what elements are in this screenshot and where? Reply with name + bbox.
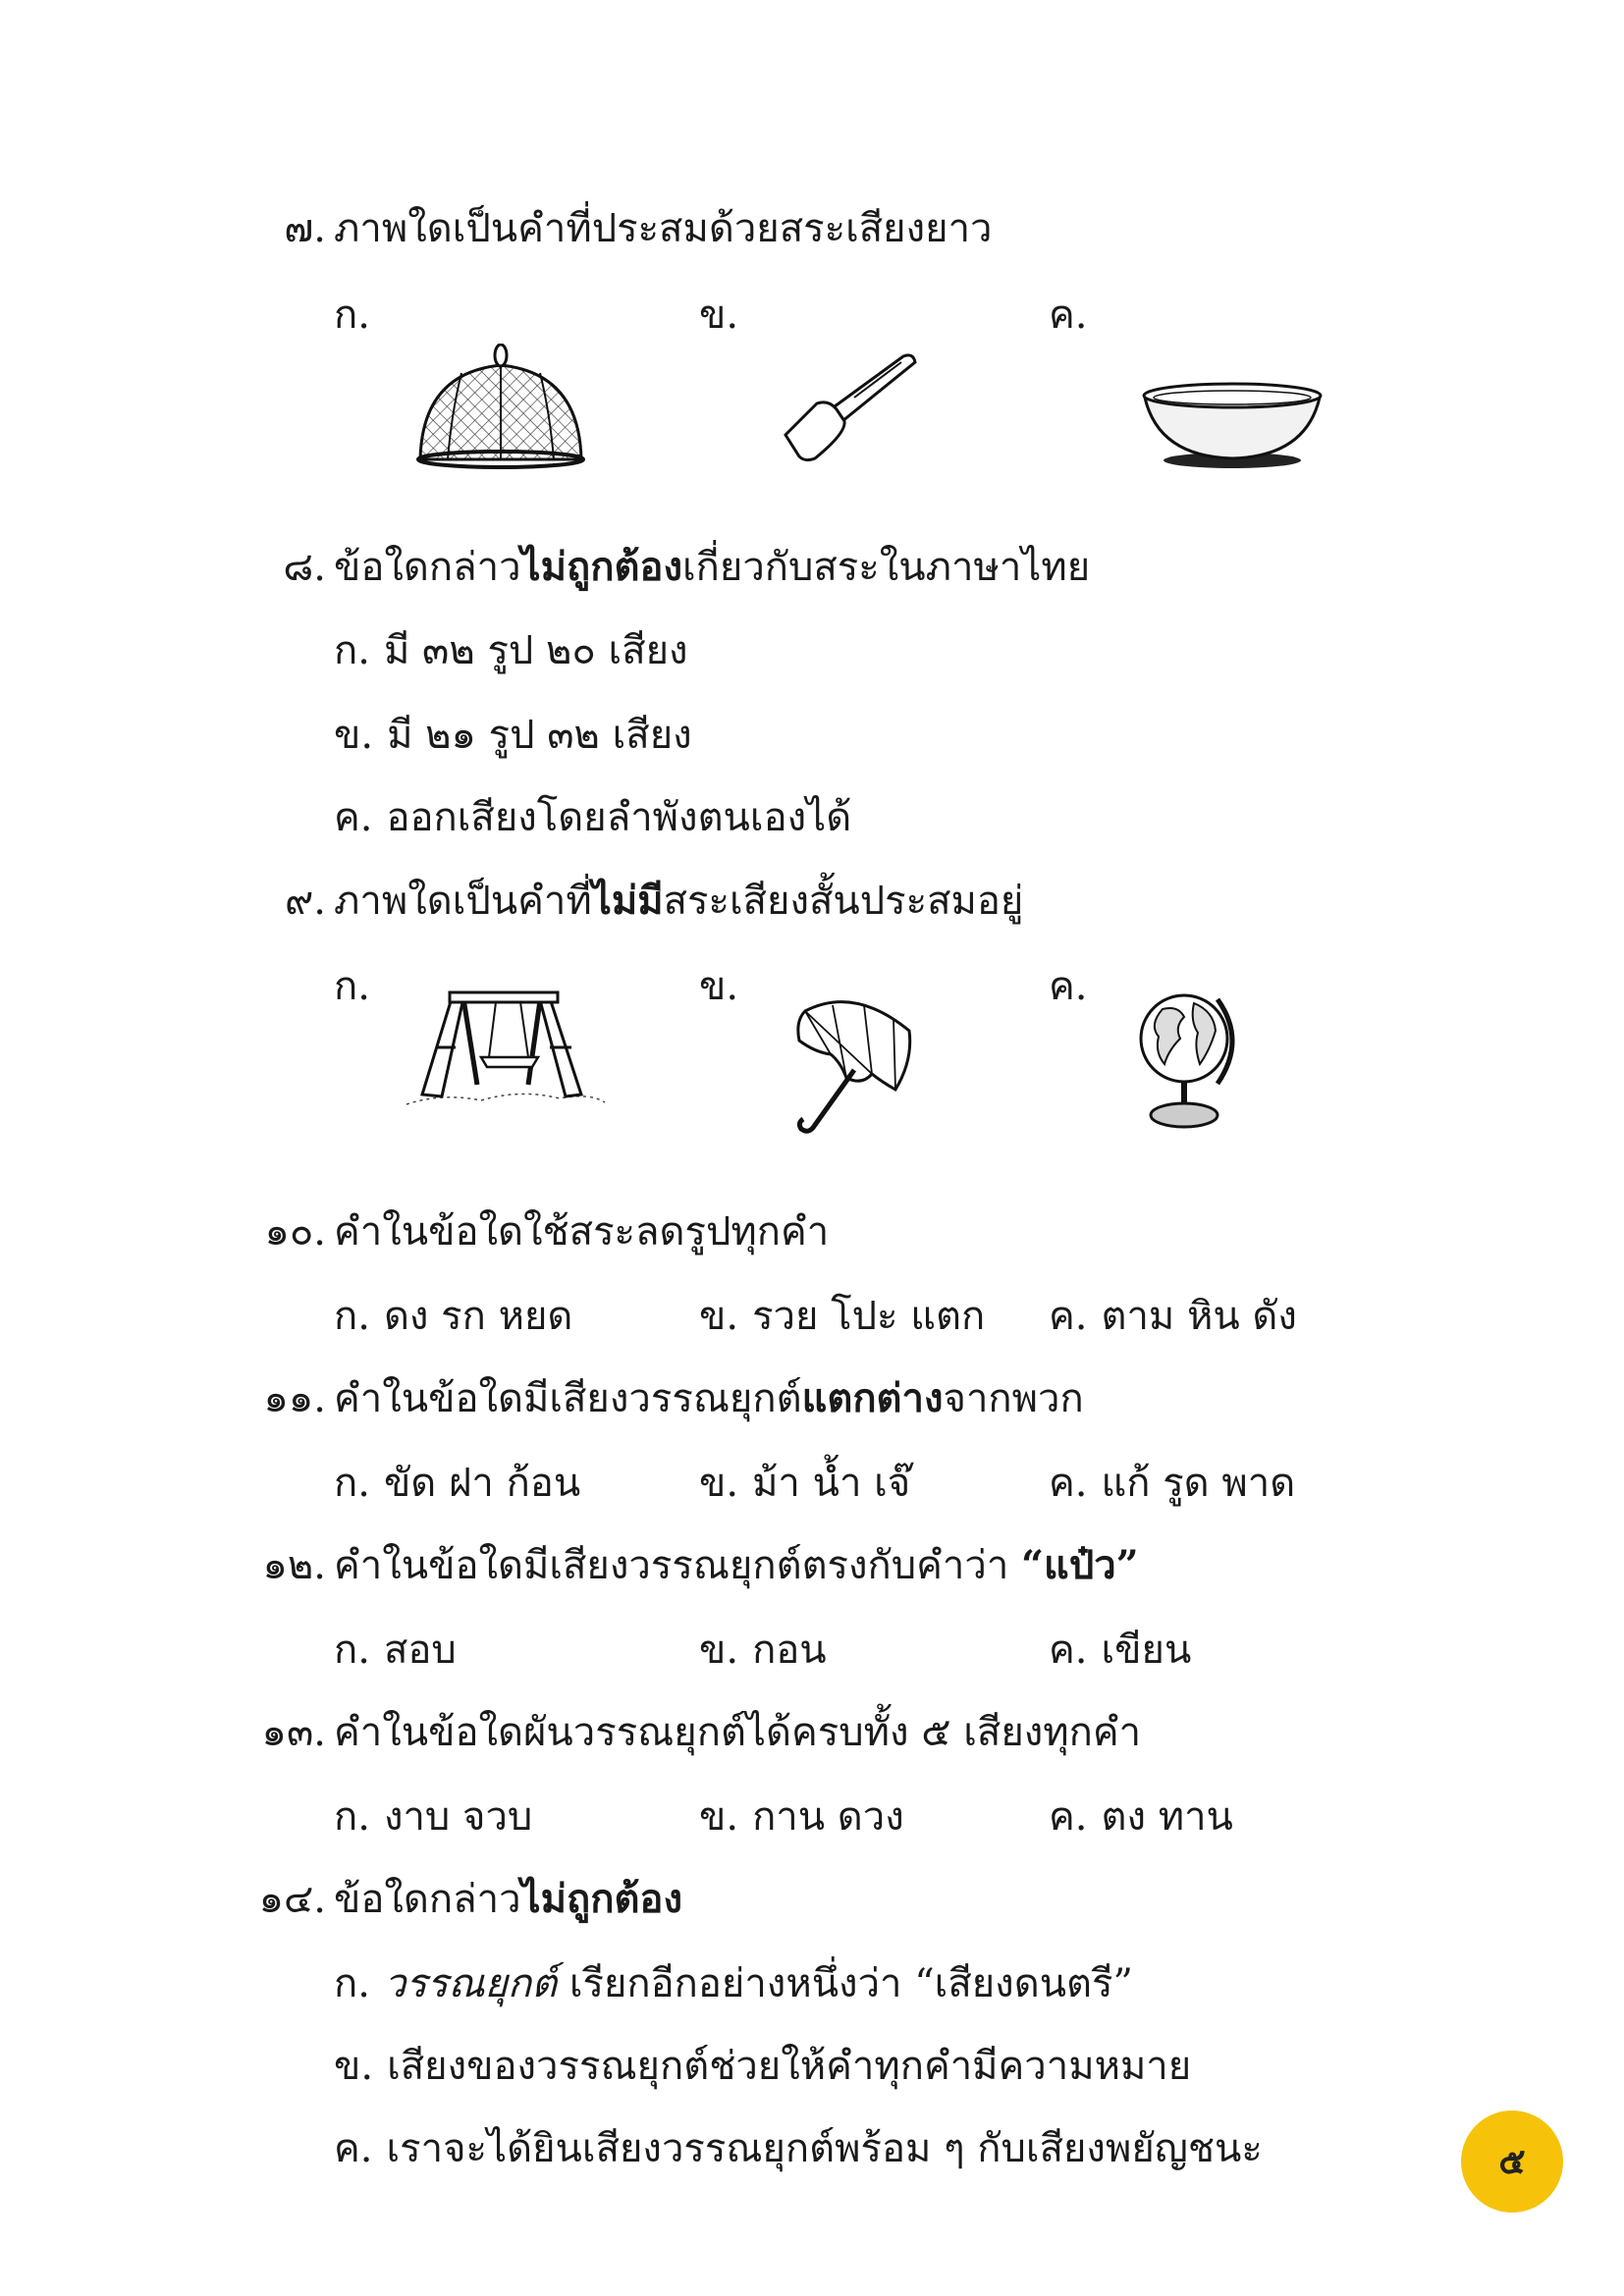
spatula-icon xyxy=(776,348,923,466)
question-text: ข้อใดกล่าวไม่ถูกต้องเกี่ยวกับสระในภาษาไทย xyxy=(334,544,1091,590)
option-a-label: ก. xyxy=(334,964,370,1009)
question-number: ๘. xyxy=(283,545,326,590)
question-number: ๑๒. xyxy=(262,1543,326,1588)
question-text: ข้อใดกล่าวไม่ถูกต้อง xyxy=(334,1876,682,1922)
question-text: ภาพใดเป็นคำที่ประสมด้วยสระเสียงยาว xyxy=(334,206,993,251)
option-b: ข. ม้า น้ำ เจ๊ xyxy=(699,1461,911,1506)
option-c-label: ค. xyxy=(1049,964,1088,1009)
option-c-label: ค. xyxy=(1049,293,1088,338)
option-b: ข. มี ๒๑ รูป ๓๒ เสียง xyxy=(334,713,692,758)
swing-icon xyxy=(403,987,609,1114)
question-number: ๑๔. xyxy=(258,1877,326,1922)
umbrella-icon xyxy=(785,991,923,1139)
question-number: ๗. xyxy=(284,206,326,251)
option-b-label: ข. xyxy=(699,293,739,338)
option-c: ค. ตาม หิน ดัง xyxy=(1049,1294,1297,1339)
option-a: ก. มี ๓๒ รูป ๒๐ เสียง xyxy=(334,628,688,673)
question-number: ๑๑. xyxy=(263,1376,326,1421)
option-a: ก. ขัด ฝา ก้อน xyxy=(334,1461,581,1506)
option-a: ก. ดง รก หยด xyxy=(334,1294,573,1339)
option-b: ข. รวย โปะ แตก xyxy=(699,1294,986,1339)
option-b: ข. กอน xyxy=(699,1628,827,1673)
option-a: ก. สอบ xyxy=(334,1628,457,1673)
globe-icon xyxy=(1119,982,1247,1139)
basin-icon xyxy=(1139,378,1326,471)
option-c: ค. เขียน xyxy=(1049,1628,1192,1673)
question-number: ๑๐. xyxy=(264,1209,326,1255)
page-number: ๕ xyxy=(1461,2110,1563,2213)
question-text: ภาพใดเป็นคำที่ไม่มีสระเสียงสั้นประสมอยู่ xyxy=(334,878,1024,924)
food-cover-icon xyxy=(412,344,589,471)
option-c: ค. เราจะได้ยินเสียงวรรณยุกต์พร้อม ๆ กับเสียงพยัญชนะ xyxy=(334,2126,1263,2171)
option-c: ค. ตง ทาน xyxy=(1049,1794,1233,1840)
question-text: คำในข้อใดมีเสียงวรรณยุกต์ตรงกับคำว่า “แป๋ว” xyxy=(334,1542,1139,1588)
option-a-label: ก. xyxy=(334,293,370,338)
question-number: ๙. xyxy=(284,879,326,924)
question-number: ๑๓. xyxy=(261,1710,326,1755)
option-a: ก. วรรณยุกต์ เรียกอีกอย่างหนึ่งว่า “เสียงดนตรี” xyxy=(334,1961,1133,2006)
option-b: ข. กาน ดวง xyxy=(699,1794,904,1840)
option-c: ค. แก้ รูด พาด xyxy=(1049,1461,1296,1506)
option-a: ก. งาบ จวบ xyxy=(334,1794,533,1840)
option-c: ค. ออกเสียงโดยลำพังตนเองได้ xyxy=(334,795,852,840)
question-text: คำในข้อใดผันวรรณยุกต์ได้ครบทั้ง ๕ เสียงทุกคำ xyxy=(334,1710,1142,1755)
question-text: คำในข้อใดมีเสียงวรรณยุกต์แตกต่างจากพวก xyxy=(334,1375,1084,1421)
question-text: คำในข้อใดใช้สระลดรูปทุกคำ xyxy=(334,1209,830,1255)
option-b-label: ข. xyxy=(699,964,739,1009)
option-b: ข. เสียงของวรรณยุกต์ช่วยให้คำทุกคำมีความหมาย xyxy=(334,2044,1192,2089)
